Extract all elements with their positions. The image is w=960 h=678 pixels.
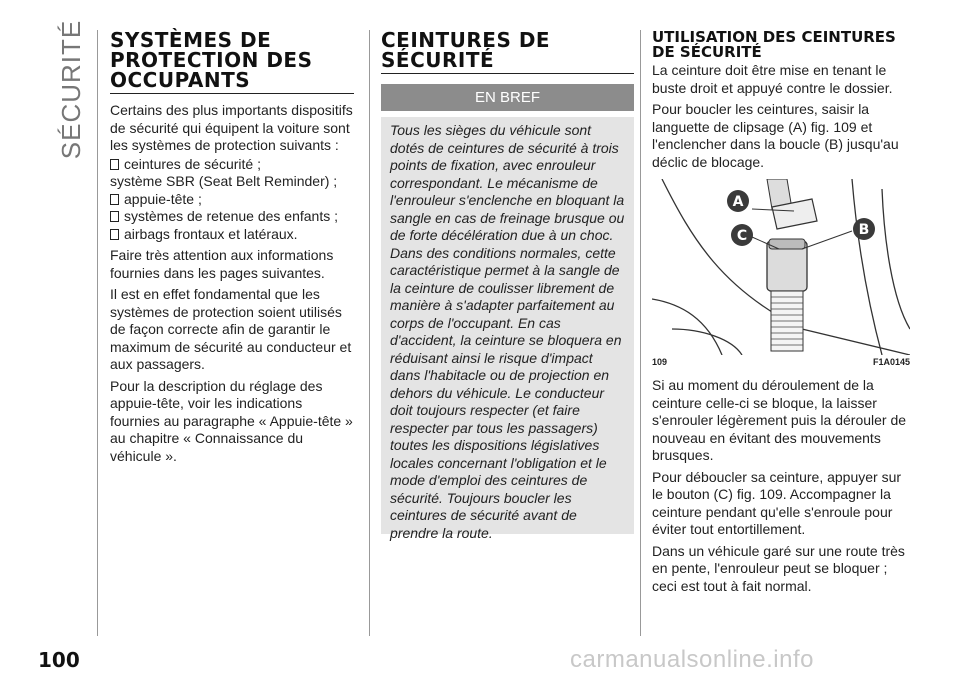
brief-box <box>381 117 634 541</box>
column-protection-systems <box>110 30 354 469</box>
checkbox-icon <box>110 211 119 222</box>
callout-c-label: C <box>736 228 748 244</box>
list-item: airbags frontaux et latéraux. <box>110 226 354 244</box>
paragraph: Si au moment du déroulement de la ceinture celle-ci se bloque, la laisser s'enrouler légèrement puis la dérouler de nouveau en évitant des mouvements brusques. <box>652 377 907 463</box>
checkbox-icon <box>110 194 119 205</box>
column-divider-1 <box>369 30 370 636</box>
section-title-seat-belts: CEINTURES DE SÉCURITÉ <box>381 30 634 74</box>
figure-caption <box>652 357 910 367</box>
protection-list <box>110 156 354 244</box>
paragraph: La ceinture doit être mise en tenant le buste droit et appuyé contre le dossier. <box>652 62 893 96</box>
paragraph: Pour boucler les ceintures, saisir la languette de clipsage (A) fig. 109 et l'enclencher dans la boucle (B) jusqu'au déclic de blocage. <box>652 101 899 170</box>
brief-text: Tous les sièges du véhicule sont dotés de ceintures de sécurité à trois points de fixation, avec enrouleur correspondant. Le mécanisme de l'enrouleur s'enclenche en bloquant la sangle en cas de freinage brusque ou de forte décélération due à un choc. Dans des conditions normales, cette caractéristique permet à la sangle de la ceinture de coulisser librement de manière à s'adapter parfaitement au corps de l'occupant. En cas d'accident, la ceinture se bloquera en réduisant ainsi le risque d'impact dans l'habitacle ou de projection en dehors du véhicule. Le conducteur doit toujours respecter (et faire respecter par tous les passagers) toutes les dispositions législatives locales concernant l'obligation et le mode d'emploi des ceintures de sécurité. Toujours boucler les ceintures de sécurité avant de prendre la route. <box>390 122 625 541</box>
watermark: carmanualsonline.info <box>570 646 814 673</box>
figure-number: 109 <box>652 357 668 367</box>
chapter-side-tab <box>52 19 92 159</box>
brief-header: EN BREF <box>381 84 634 111</box>
list-item: ceintures de sécurité ; <box>110 156 354 174</box>
figure-109 <box>652 179 910 355</box>
page-number: 100 <box>38 648 80 672</box>
chapter-label: SÉCURITÉ <box>56 19 87 159</box>
seat-belt-illustration <box>652 179 910 355</box>
paragraph: Dans un véhicule garé sur une route très en pente, l'enrouleur peut se bloquer ; ceci est tout à fait normal. <box>652 542 905 594</box>
section-title-protection: SYSTÈMES DE PROTECTION DES OCCUPANTS <box>110 30 354 94</box>
figure-code: F1A0145 <box>872 357 910 367</box>
paragraph: Il est en effet fondamental que les systèmes de protection soient utilisés de façon correcte afin de garantir le maximum de sécurité au conducteur et aux passagers. <box>110 286 352 372</box>
paragraph: Pour déboucler sa ceinture, appuyer sur le bouton (C) fig. 109. Accompagner la ceinture pendant qu'elle s'enroule pour éviter tout entortillement. <box>652 468 902 537</box>
checkbox-icon <box>110 159 119 170</box>
paragraph: Faire très attention aux informations fournies dans les pages suivantes. <box>110 247 334 281</box>
intro-paragraph: Certains des plus importants dispositifs de sécurité qui équipent la voiture sont les systèmes de protection suivants : <box>110 102 353 153</box>
column-belt-usage <box>652 30 910 599</box>
callout-b-label: B <box>858 222 870 238</box>
column-divider-2 <box>640 30 641 636</box>
callout-a-label: A <box>732 194 744 210</box>
paragraph: Pour la description du réglage des appuie-tête, voir les indications fournies au paragraphe « Appuie-tête » au chapitre « Connaissance du véhicule ». <box>110 377 353 464</box>
list-item: appuie-tête ; <box>110 191 354 209</box>
subsection-title-usage: UTILISATION DES CEINTURES DE SÉCURITÉ <box>652 28 896 61</box>
list-item: systèmes de retenue des enfants ; <box>110 208 354 226</box>
column-seat-belts <box>381 28 634 541</box>
checkbox-icon <box>110 229 119 240</box>
list-item: système SBR (Seat Belt Reminder) ; <box>110 173 338 189</box>
margin-rule <box>97 30 98 636</box>
